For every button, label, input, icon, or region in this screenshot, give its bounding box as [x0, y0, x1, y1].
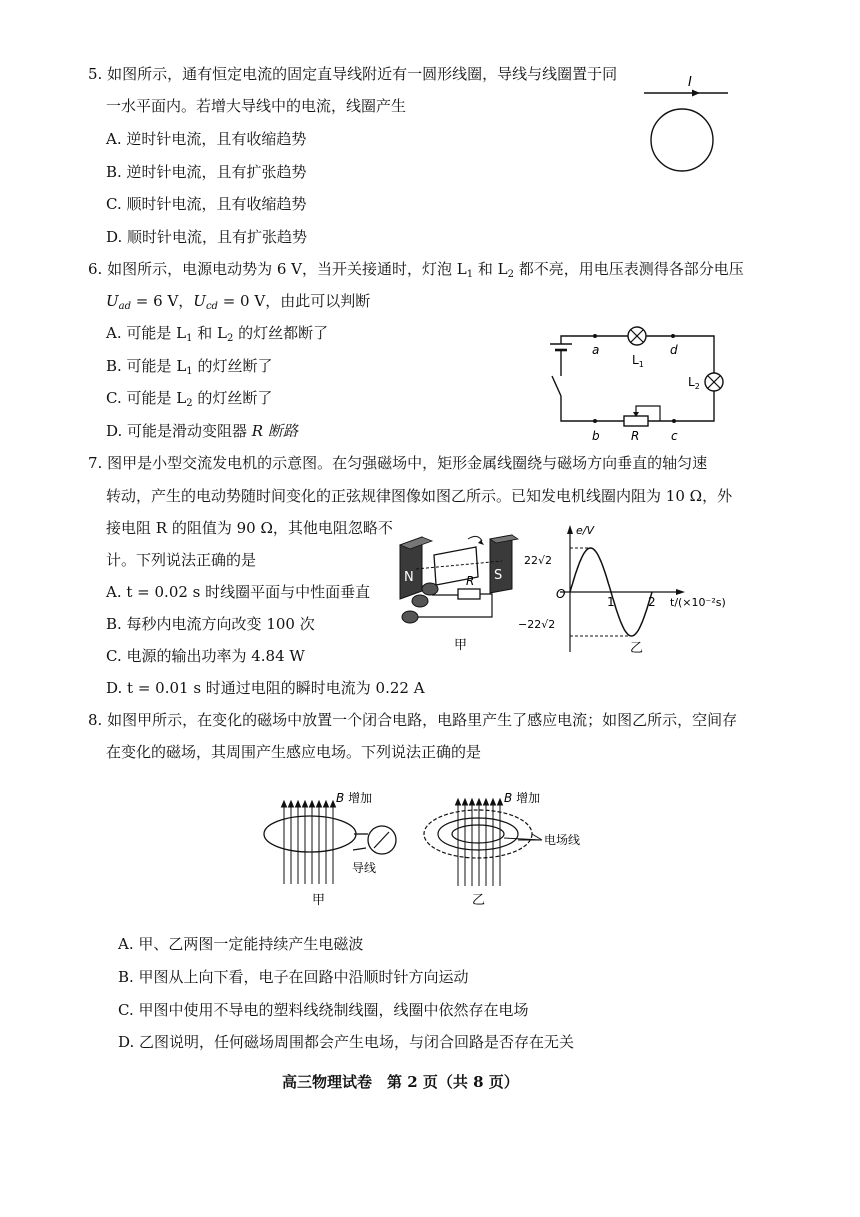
node-c — [672, 419, 676, 423]
svg-text:b: b — [592, 429, 600, 443]
q7-option-c: C. 电源的输出功率为 4.84 W — [106, 647, 305, 665]
svg-text:1: 1 — [607, 595, 615, 609]
svg-text:乙: 乙 — [630, 641, 644, 656]
q5-stem-line1: 5. 如图所示，通有恒定电流的固定直导线附近有一圆形线圈，导线与线圈置于同 — [88, 65, 618, 83]
q6-stem-line1: 6. 如图所示，电源电动势为 6 V，当开关接通时，灯泡 $L_1$ 和 $L_2$ 都不亮，用电压表测得各部分电压 — [88, 260, 744, 280]
svg-text:B 增加: B 增加 — [336, 791, 373, 805]
svg-text:S: S — [494, 568, 503, 583]
circular-coil — [651, 109, 713, 171]
svg-text:2: 2 — [648, 595, 656, 609]
q6-option-b: B. 可能是 $L_1$ 的灯丝断了 — [106, 357, 273, 377]
svg-text:甲: 甲 — [312, 893, 326, 908]
node-b — [593, 419, 597, 423]
node-a — [593, 334, 597, 338]
current-label: I — [688, 75, 692, 90]
svg-text:t/(×10⁻²s): t/(×10⁻²s) — [670, 596, 726, 609]
q8-figure-jia — [258, 788, 418, 913]
svg-text:L2: $L_2$ — [688, 375, 700, 391]
svg-text:L1: $L_1$ — [632, 353, 644, 369]
svg-text:O: O — [556, 587, 566, 601]
resistor-r-icon — [458, 589, 480, 599]
q5-option-c: C. 顺时针电流，且有收缩趋势 — [106, 195, 307, 213]
svg-text:d: d — [670, 343, 678, 357]
svg-text:R: R — [631, 429, 640, 443]
svg-text:导线: 导线 — [352, 861, 377, 875]
svg-text:c: c — [671, 429, 678, 443]
switch-icon — [552, 376, 561, 396]
q6-option-d: D. 可能是滑动变阻器 R 断路 — [106, 422, 298, 440]
current-arrow — [692, 90, 700, 97]
q6-circuit-figure — [540, 320, 740, 445]
q8-stem-line1: 8. 如图甲所示，在变化的磁场中放置一个闭合电路，电路里产生了感应电流；如图乙所示，空间存 — [88, 711, 738, 729]
q5-option-d: D. 顺时针电流，且有扩张趋势 — [106, 228, 308, 246]
q7-generator-figure — [396, 525, 526, 655]
svg-text:N: N — [404, 570, 414, 585]
svg-text:B 增加: B 增加 — [504, 791, 541, 805]
q6-option-a: A. 可能是 $L_1$ 和 $L_2$ 的灯丝都断了 — [106, 324, 329, 344]
q8-stem-line2: 在变化的磁场，其周围产生感应电场。下列说法正确的是 — [106, 743, 482, 761]
q6-stem-line2: $U_{ad} = 6$ V，$U_{cd} = 0$ V，由此可以判断 — [106, 292, 371, 312]
rheostat-icon — [624, 416, 648, 426]
q7-option-b: B. 每秒内电流方向改变 100 次 — [106, 615, 315, 633]
q5-option-a: A. 逆时针电流，且有收缩趋势 — [106, 130, 307, 148]
page-footer: 高三物理试卷 第 2 页（共 8 页） — [282, 1073, 519, 1091]
q8-option-d: D. 乙图说明，任何磁场周围都会产生电场，与闭合回路是否存在无关 — [118, 1033, 575, 1051]
q7-stem-line3: 接电阻 R 的阻值为 90 Ω，其他电阻忽略不 — [106, 519, 393, 537]
q5-stem-line2: 一水平面内。若增大导线中的电流，线圈产生 — [106, 97, 407, 115]
q7-stem-line2: 转动，产生的电动势随时间变化的正弦规律图像如图乙所示。已知发电机线圈内阻为 10 Ω，外 — [106, 487, 733, 505]
q7-option-d: D. t = 0.01 s 时通过电阻的瞬时电流为 0.22 A — [106, 679, 425, 697]
svg-text:e/V: e/V — [576, 524, 594, 537]
svg-text:−22√2: −22√2 — [518, 618, 556, 631]
q6-option-c: C. 可能是 $L_2$ 的灯丝断了 — [106, 389, 273, 409]
q7-emf-graph — [510, 522, 740, 662]
svg-text:R: R — [466, 574, 475, 588]
q5-option-b: B. 逆时针电流，且有扩张趋势 — [106, 163, 307, 181]
svg-text:甲: 甲 — [454, 638, 468, 653]
q8-figure-yi — [420, 788, 600, 913]
q7-option-a: A. t = 0.02 s 时线圈平面与中性面垂直 — [106, 583, 371, 601]
svg-text:乙: 乙 — [472, 893, 486, 908]
svg-text:22√2: 22√2 — [524, 554, 553, 567]
q5-figure — [636, 70, 736, 180]
svg-text:电场线: 电场线 — [544, 833, 581, 847]
q8-option-a: A. 甲、乙两图一定能持续产生电磁波 — [118, 935, 364, 953]
q8-option-c: C. 甲图中使用不导电的塑料线绕制线圈，线圈中依然存在电场 — [118, 1001, 529, 1019]
svg-text:a: a — [592, 343, 600, 357]
q7-stem-line1: 7. 图甲是小型交流发电机的示意图。在匀强磁场中，矩形金属线圈绕与磁场方向垂直的轴匀速 — [88, 454, 708, 472]
q7-stem-line4: 计。下列说法正确的是 — [106, 551, 257, 569]
node-d — [671, 334, 675, 338]
q8-option-b: B. 甲图从上向下看，电子在回路中沿顺时针方向运动 — [118, 968, 469, 986]
